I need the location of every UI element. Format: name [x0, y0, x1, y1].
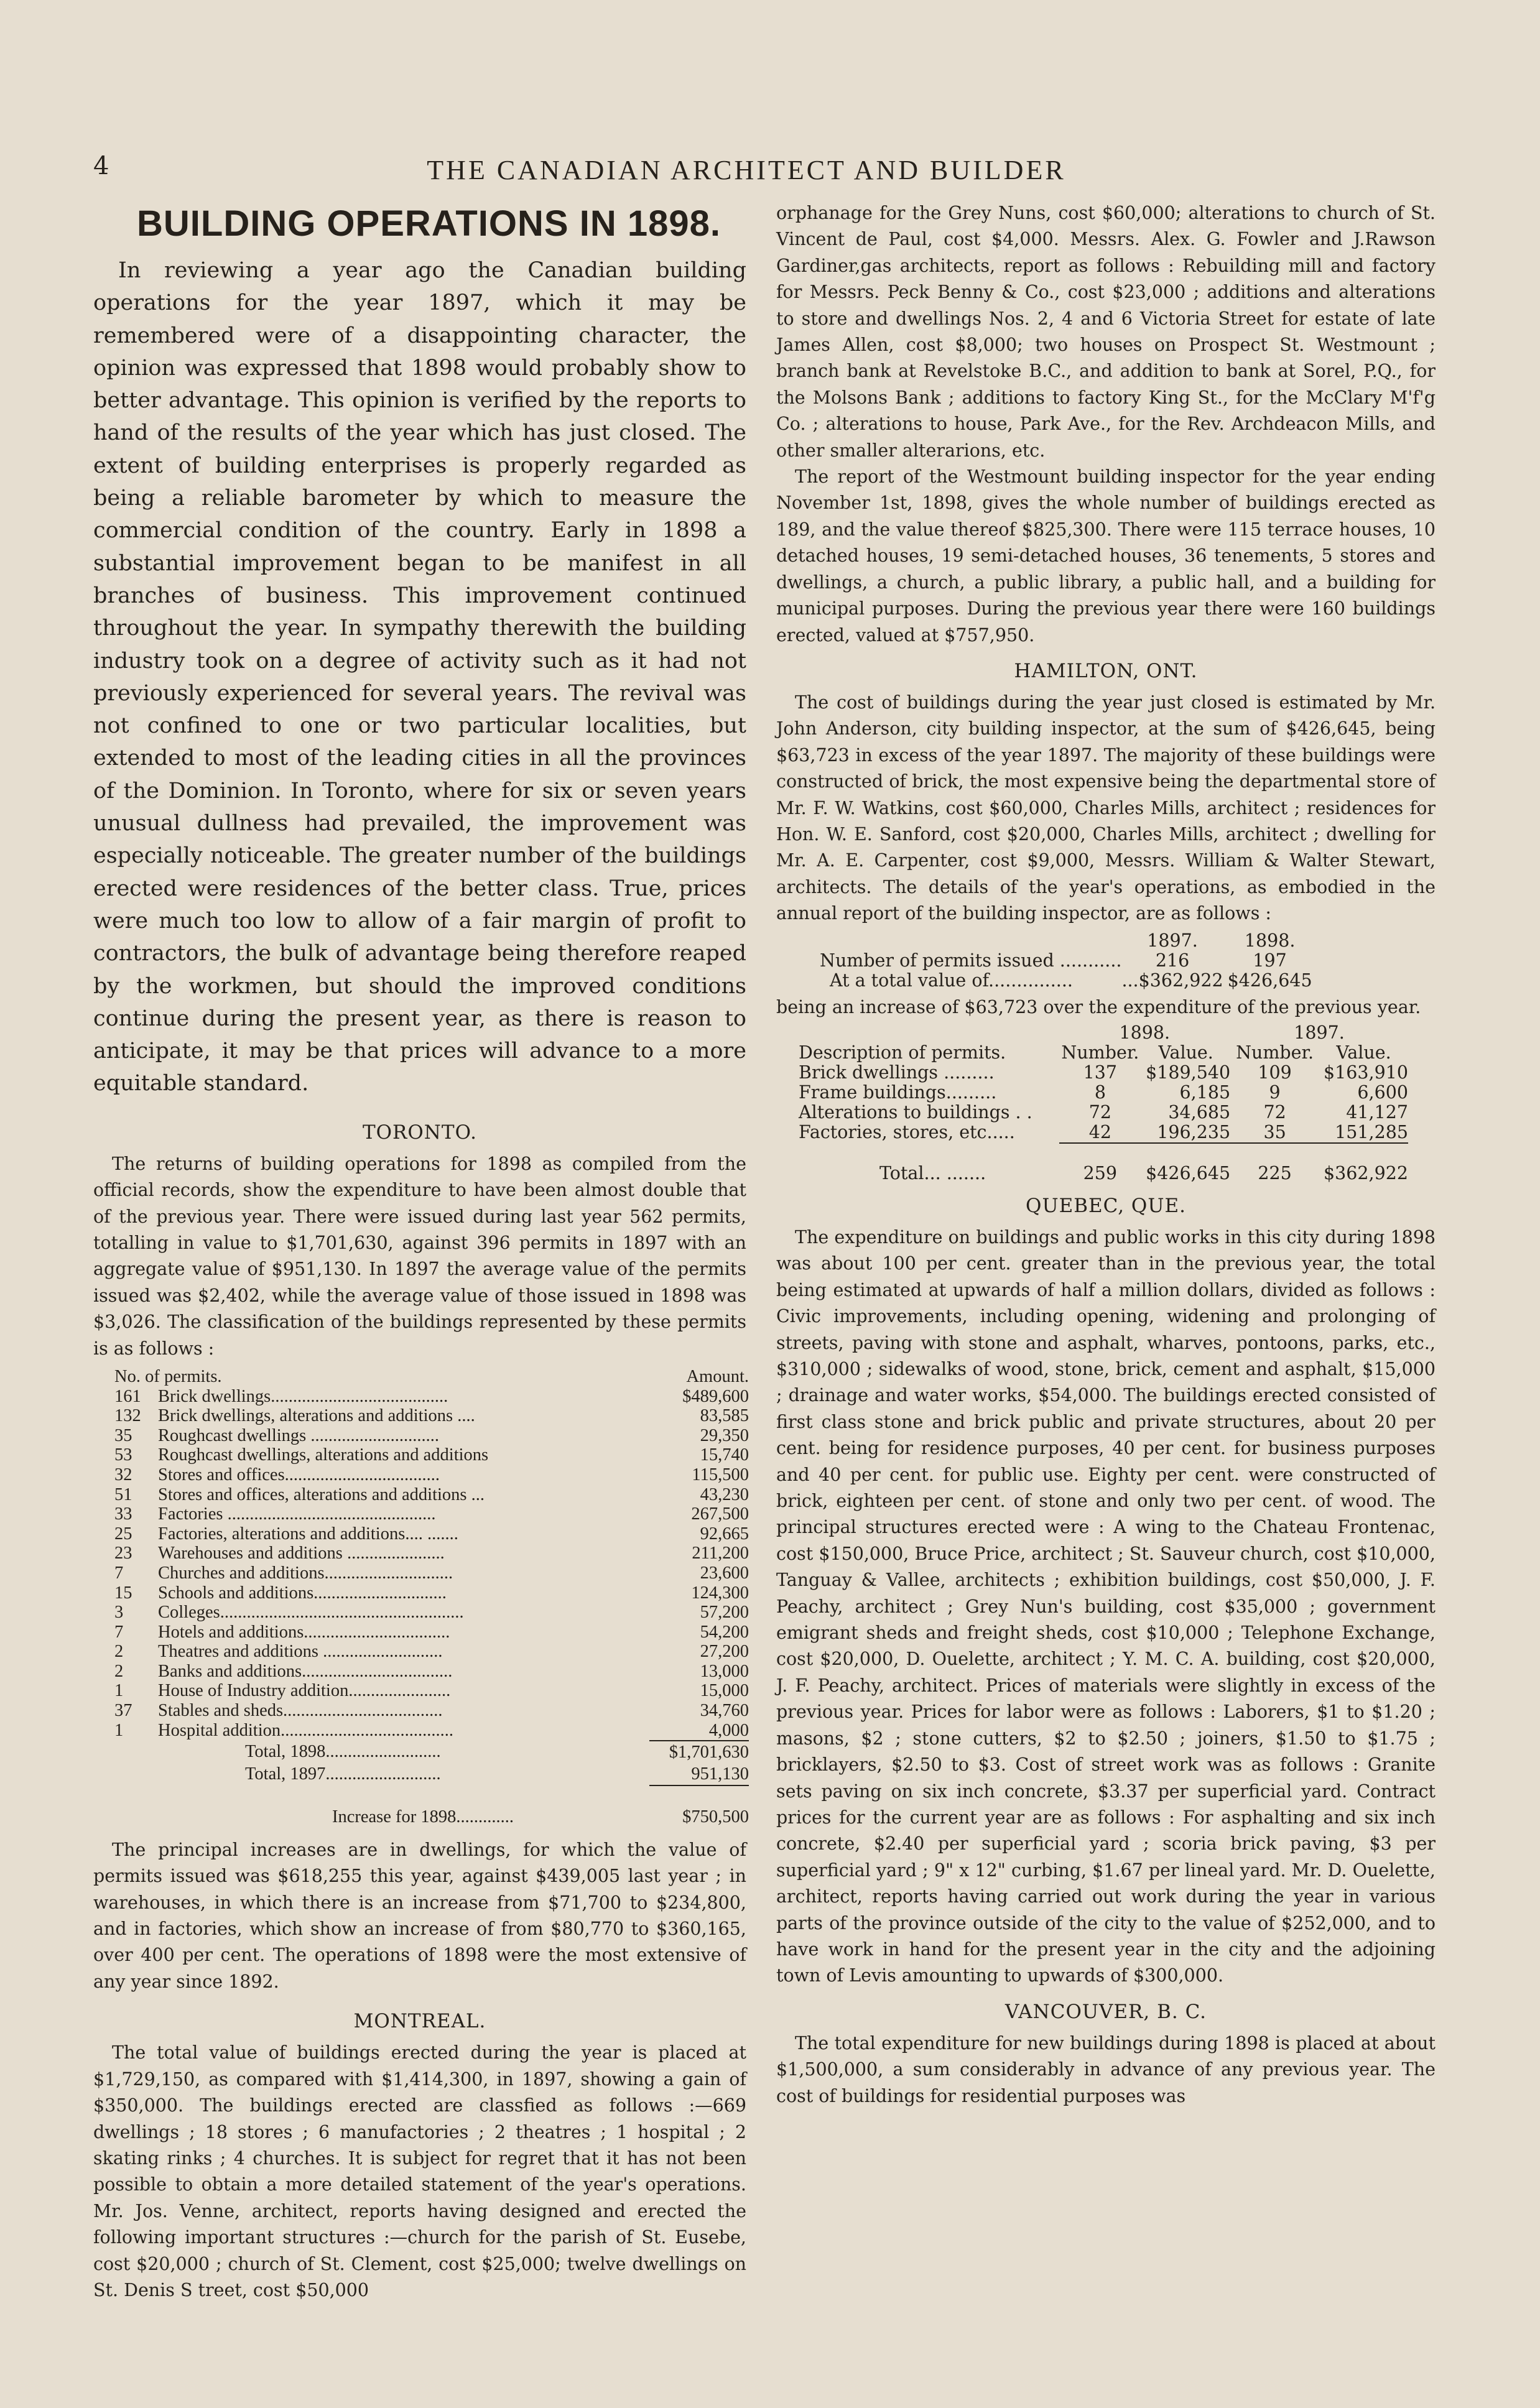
row-count: 3: [114, 1603, 124, 1623]
row-amount: 15,740: [700, 1445, 749, 1465]
row-value-1898: 34,685: [1168, 1101, 1231, 1123]
row-amount: 23,600: [700, 1563, 749, 1583]
row-value-1897: 6,600: [1357, 1081, 1408, 1103]
row-number-1897: 72: [1263, 1101, 1286, 1123]
row-amount: 27,200: [700, 1642, 749, 1662]
row-description: Brick dwellings, alterations and additions ....: [158, 1406, 475, 1426]
article-title: BUILDING OPERATIONS IN 1898.: [137, 203, 721, 244]
row-count: 25: [114, 1524, 132, 1544]
section-heading-quebec: QUEBEC, QUE.: [1026, 1194, 1186, 1217]
vancouver-paragraph-1: The total expenditure for new buildings during 1898 is placed at about $1,500,000, a sum considerably in advance of any previous year. The cost of buildings for residential purposes was: [776, 2032, 1436, 2106]
row-description: Factories ...............................................: [158, 1504, 436, 1524]
row-count: 53: [114, 1445, 132, 1465]
row-number-1897: 35: [1263, 1121, 1286, 1142]
row-count: 1: [114, 1721, 124, 1741]
table-row: [114, 1406, 749, 1426]
row-label: Number of permits issued ...........: [820, 950, 1122, 971]
row-description: Churches and additions.............................: [158, 1563, 453, 1583]
row-amount: 124,300: [691, 1583, 749, 1603]
montreal-paragraph-1: The total value of buildings erected during the year is placed at $1,729,150, as compared with $1,414,300, in 1897, showing a gain of $350,000. The buildings erected are classfied as follows :—669 dwellings ; 18 stores ; 6 manufactories ; 2 theatres ; 1 hospital ; 2 skating rinks ; 4 churches. It is subject for regret that it has not been possible to obtain a more detailed statement of the year's operations. Mr. Jos. Venne, architect, reports having designed and erected the following important structures :—church for the parish of St. Eusebe, cost $20,000 ; church of St. Clement, cost $25,000; twelve dwellings on St. Denis S treet, cost $50,000: [93, 2042, 746, 2300]
row-description: Roughcast dwellings .............................: [158, 1425, 440, 1445]
row-count: 2: [114, 1642, 124, 1662]
table-row: [799, 1123, 1408, 1143]
total-number-1897: 225: [1258, 1162, 1292, 1183]
row-value-1898: $189,540: [1146, 1062, 1231, 1083]
montreal-paragraph-2: The report of the Westmount building inspector for the year ending November 1st, 1898, gives the whole number of buildings erected as 189, and the value thereof $825,300. There were 115 terrace houses, 10 detached houses, 19 semi-detached houses, 36 tenements, 5 stores and dwellings, a church, a public library, a public hall, and a building for municipal purposes. During the previous year there were 160 buildings erected, valued at $757,950.: [776, 466, 1436, 646]
row-description: Brick dwellings........................................: [158, 1386, 448, 1406]
row-description: Stables and sheds....................................: [158, 1701, 443, 1721]
row-value-1897: 41,127: [1346, 1101, 1408, 1123]
row-number-1898: 72: [1088, 1101, 1112, 1123]
header-amount: Amount.: [686, 1366, 749, 1386]
table-row: [114, 1721, 749, 1741]
row-description: Alterations to buildings . .: [799, 1101, 1032, 1123]
row-value-1897: $163,910: [1324, 1062, 1408, 1083]
total-1897-amount: 951,130: [691, 1764, 749, 1784]
row-1897: 216: [1155, 950, 1190, 971]
right-column: [776, 200, 1436, 2109]
row-count: 33: [114, 1504, 132, 1524]
row-1897: ...$362,922: [1121, 970, 1223, 991]
table-row: [114, 1485, 749, 1505]
montreal-paragraph-1-continued: orphanage for the Grey Nuns, cost $60,000; alterations to church of St. Vincent de Paul, cost $4,000. Messrs. Alex. G. Fowler and J.Rawson Gardiner,gas architects, report as follows : Rebuilding mill and factory for Messrs. Peck Benny & Co., cost $23,000 ; additions and alterations to store and dwellings Nos. 2, 4 and 6 Victoria Street for estate of late James Allen, cost $8,000; two houses on Prospect St. Westmount ; branch bank at Revelstoke B.C., and addition to bank at Sorel, P.Q., for the Molsons Bank ; additions to factory King St., for the McClary M'f'g Co. ; alterations to house, Park Ave., for the Rev. Archdeacon Mills, and other smaller alterarions, etc.: [776, 203, 1436, 461]
table-row: [114, 1662, 749, 1682]
total-value-1897: $362,922: [1324, 1162, 1408, 1183]
row-description: Theatres and additions ...........................: [158, 1642, 443, 1662]
row-value-1898: 196,235: [1157, 1121, 1231, 1142]
total-row: [799, 1164, 1408, 1183]
table-row: [114, 1387, 749, 1407]
toronto-permits-table: [114, 1367, 749, 1828]
row-count: 35: [114, 1425, 132, 1445]
section-heading-montreal: MONTREAL.: [353, 2010, 486, 2033]
row-count: 23: [114, 1544, 132, 1563]
row-description: Frame buildings.........: [799, 1081, 997, 1103]
row-label: At a total value of...............: [830, 970, 1073, 991]
row-amount: $489,600: [682, 1386, 749, 1406]
running-head: THE CANADIAN ARCHITECT AND BUILDER: [427, 155, 1066, 185]
table-row: [114, 1445, 749, 1465]
page-number: 4: [93, 152, 109, 180]
table-row: [114, 1603, 749, 1623]
toronto-paragraph-2: The principal increases are in dwellings, for which the value of permits issued was $618,255 this year, against $439,005 last year ; in warehouses, in which there is an increase from $71,700 to $234,800, and in factories, which show an increase of from $80,770 to $360,165, over 400 per cent. The operations of 1898 were the most extensive of any year since 1892.: [93, 1839, 746, 1992]
row-count: 7: [114, 1622, 124, 1642]
left-column: [93, 200, 749, 2304]
col-head-number: Number.: [1236, 1042, 1314, 1063]
row-amount: 34,760: [700, 1701, 749, 1721]
row-amount: 15,000: [700, 1681, 749, 1701]
table-row: [114, 1681, 749, 1701]
row-description: House of Industry addition.......................: [158, 1681, 451, 1701]
row-description: Stores and offices, alterations and additions ...: [158, 1484, 485, 1504]
row-amount: 83,585: [700, 1406, 749, 1426]
year-1897: 1897.: [1147, 930, 1198, 951]
col-head-description: Description of permits.: [799, 1042, 1006, 1063]
col-head-value: Value.: [1336, 1042, 1391, 1063]
increase-row: [114, 1806, 749, 1828]
table-row: [114, 1583, 749, 1603]
section-heading-vancouver: VANCOUVER, B. C.: [1004, 2000, 1207, 2023]
section-heading-hamilton: HAMILTON, ONT.: [1014, 659, 1198, 682]
hamilton-detail-table: [799, 1023, 1408, 1183]
total-number-1898: 259: [1083, 1162, 1118, 1183]
row-amount: 115,500: [692, 1465, 749, 1484]
table-row: [114, 1504, 749, 1524]
total-1897-label: Total, 1897..........................: [245, 1764, 441, 1784]
total-1898-amount: $1,701,630: [649, 1741, 749, 1763]
row-value-1897: 151,285: [1335, 1121, 1408, 1142]
table-row: [114, 1544, 749, 1563]
col-head-number: Number.: [1061, 1042, 1139, 1063]
row-count: 32: [114, 1465, 132, 1484]
row-description: Factories, alterations and additions.... .......: [158, 1524, 458, 1544]
row-1898: 197: [1253, 950, 1287, 971]
row-number-1897: 109: [1258, 1062, 1292, 1083]
table-row: [114, 1465, 749, 1485]
row-description: Hospital addition.......................................: [158, 1721, 453, 1741]
table-row: [799, 1083, 1408, 1103]
row-count: 7: [114, 1563, 124, 1583]
total-1898-label: Total, 1898..........................: [245, 1742, 441, 1762]
year-1898: 1898.: [1244, 930, 1296, 951]
hamilton-paragraph-2: being an increase of $63,723 over the expenditure of the previous year.: [776, 996, 1421, 1017]
year-head-1897: 1897.: [1294, 1022, 1345, 1043]
table-row: [114, 1524, 749, 1544]
increase-amount: $750,500: [682, 1807, 749, 1827]
row-count: 15: [114, 1583, 132, 1603]
total-label: Total... .......: [879, 1162, 986, 1183]
toronto-paragraph-1: The returns of building operations for 1898 as compiled from the official records, show the expenditure to have been almost double that of the previous year. There were issued during last year 562 permits, totalling in value to $1,701,630, against 396 permits in 1897 with an aggregate value of $951,130. In 1897 the average value of the permits issued was $2,402, while the average value of those issued in 1898 was $3,026. The classification of the buildings represented by these permits is as follows :: [93, 1153, 746, 1359]
row-count: 51: [114, 1484, 132, 1504]
row-description: Banks and additions..................................: [158, 1661, 453, 1681]
year-head-1898: 1898.: [1119, 1022, 1171, 1043]
row-description: Hotels and additions.................................: [158, 1622, 450, 1642]
row-description: Warehouses and additions ......................: [158, 1544, 445, 1563]
row-amount: 4,000: [708, 1720, 749, 1740]
table-row: [820, 971, 1317, 991]
row-count: 1: [114, 1681, 124, 1701]
row-description: Colleges.......................................................: [158, 1603, 464, 1623]
row-amount: 92,665: [700, 1524, 749, 1544]
table-row: [820, 951, 1317, 971]
table-row: [114, 1623, 749, 1642]
row-number-1898: 42: [1088, 1121, 1112, 1142]
table-header-row: [799, 1043, 1408, 1063]
row-amount: 211,200: [692, 1544, 749, 1563]
table-row: [114, 1701, 749, 1721]
increase-label: Increase for 1898.............: [332, 1807, 514, 1827]
total-value-1898: $426,645: [1146, 1162, 1231, 1183]
row-count: 2: [114, 1661, 124, 1681]
row-description: Schools and additions..............................: [158, 1583, 447, 1603]
table-row: [114, 1642, 749, 1662]
row-1898: $426,645: [1227, 970, 1312, 991]
section-heading-toronto: TORONTO.: [362, 1121, 478, 1144]
row-description: Stores and offices...................................: [158, 1465, 440, 1484]
row-amount: 29,350: [700, 1425, 749, 1445]
row-number-1897: 9: [1269, 1081, 1281, 1103]
header-permits: No. of permits.: [114, 1366, 222, 1386]
row-description: Roughcast dwellings, alterations and additions: [158, 1445, 489, 1465]
row-amount: 267,500: [691, 1504, 749, 1524]
intro-paragraph: In reviewing a year ago the Canadian building operations for the year 1897, which it may be remembered were of a disappointing character, the opinion was expressed that 1898 would probably show to better advantage. This opinion is verified by the reports to hand of the results of the year which has just closed. The extent of building enterprises is properly regarded as being a reliable barometer by which to measure the commercial condition of the country. Early in 1898 a substantial improvement began to be manifest in all branches of business. This improvement continued throughout the year. In sympathy therewith the building industry took on a degree of activity such as it had not previously experienced for several years. The revival was not confined to one or two particular localities, but extended to most of the leading cities in all the provinces of the Dominion. In Toronto, where for six or seven years unusual dullness had prevailed, the improvement was especially noticeable. The greater number of the buildings erected were residences of the better class. True, prices were much too low to allow of a fair margin of profit to contractors, the bulk of advantage being therefore reaped by the workmen, but should the improved conditions continue during the present year, as there is reason to anticipate, it may be that prices will advance to a more equitable standard.: [93, 258, 746, 1096]
hamilton-paragraph-1: The cost of buildings during the year just closed is estimated by Mr. John Anderson, city building inspector, at the sum of $426,645, being $63,723 in excess of the year 1897. The majority of these buildings were constructed of brick, the most expensive being the departmental store of Mr. F. W. Watkins, cost $60,000, Charles Mills, architect ; residences for Hon. W. E. Sanford, cost $20,000, Charles Mills, architect ; dwelling for Mr. A. E. Carpenter, cost $9,000, Messrs. William & Walter Stewart, architects. The details of the year's operations, as embodied in the annual report of the building inspector, are as follows :: [776, 692, 1436, 924]
hamilton-summary-table: [820, 931, 1317, 991]
row-number-1898: 8: [1094, 1081, 1106, 1103]
row-description: Factories, stores, etc.....: [799, 1122, 1015, 1143]
table-row: [799, 1103, 1408, 1123]
total-1897-row: [114, 1763, 749, 1785]
table-row: [114, 1563, 749, 1583]
row-amount: 43,230: [700, 1484, 749, 1504]
table-header-row: [114, 1367, 749, 1387]
table-row: [114, 1426, 749, 1446]
row-count: 132: [114, 1406, 141, 1426]
total-1898-row: [114, 1741, 749, 1763]
row-amount: 54,200: [700, 1622, 749, 1642]
row-description: Brick dwellings .........: [799, 1062, 995, 1083]
table-row: [799, 1063, 1408, 1083]
row-count: 161: [114, 1386, 141, 1406]
quebec-paragraph-1: The expenditure on buildings and public works in this city during 1898 was about 100 per cent. greater than in the previous year, the total being estimated at upwards of half a million dollars, divided as follows : Civic improvements, including opening, widening and prolonging of streets, paving with stone and asphalt, wharves, pontoons, parks, etc., $310,000 ; sidewalks of wood, stone, brick, cement and asphalt, $15,000 ; drainage and water works, $54,000. The buildings erected consisted of first class stone and brick public and private structures, about 20 per cent. being for residence purposes, 40 per cent. for business purposes and 40 per cent. for public use. Eighty per cent. were constructed of brick, eighteen per cent. of stone and only two per cent. of wood. The principal structures erected were : A wing to the Chateau Frontenac, cost $150,000, Bruce Price, architect ; St. Sauveur church, cost $10,000, Tanguay & Vallee, architects ; exhibition buildings, cost $50,000, J. F. Peachy, architect ; Grey Nun's building, cost $35,000 ; government emigrant sheds and freight sheds, cost $10,000 ; Telephone Exchange, cost $20,000, D. Ouelette, architect ; Y. M. C. A. building, cost $20,000, J. F. Peachy, architect. Prices of materials were slightly in excess of the previous year. Prices for labor were as follows : Laborers, $1 to $1.20 ; masons, $2 ; stone cutters, $2 to $2.50 ; joiners, $1.50 to $1.75 ; bricklayers, $2.50 to $3. Cost of street work was as follows : Granite sets paving on six inch concrete, $3.37 per superficial yard. Contract prices for the current year are as follows : For asphalting and six inch concrete, $2.40 per superficial yard ; scoria brick paving, $3 per superficial yard ; 9" x 12" curbing, $1.67 per lineal yard. Mr. D. Ouelette, architect, reports having carried out work during the year in various parts of the province outside of the city to the value of $252,000, and to have work in hand for the present year in the city and the adjoining town of Levis amounting to upwards of $300,000.: [776, 1226, 1436, 1986]
row-value-1898: 6,185: [1179, 1081, 1231, 1103]
table-year-row: [799, 1023, 1408, 1043]
row-number-1898: 137: [1083, 1062, 1118, 1083]
row-amount: 57,200: [700, 1603, 749, 1623]
row-count: 37: [114, 1701, 132, 1721]
col-head-value: Value.: [1158, 1042, 1213, 1063]
row-amount: 13,000: [700, 1661, 749, 1681]
table-header-row: [820, 931, 1317, 951]
